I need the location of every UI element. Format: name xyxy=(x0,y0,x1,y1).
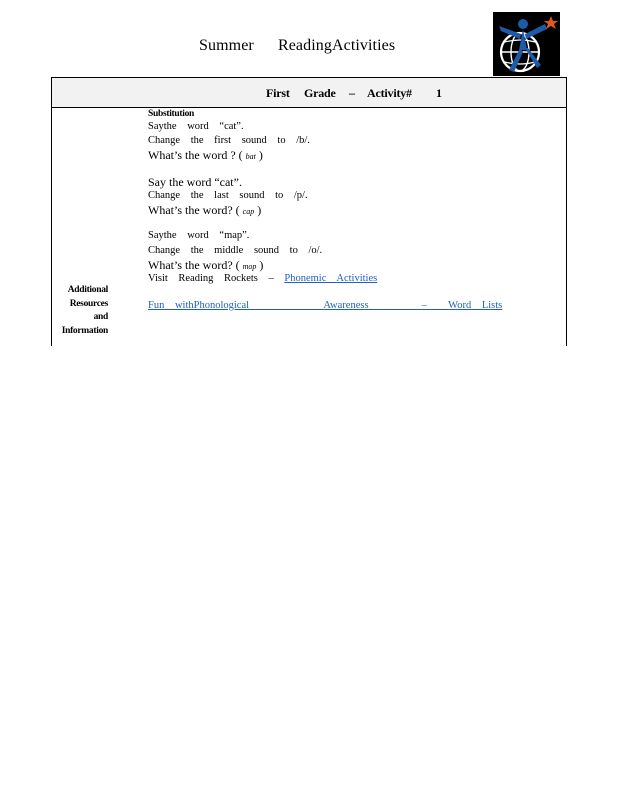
header-dash: – xyxy=(349,86,355,100)
question-close: ) xyxy=(258,148,263,162)
answer-text: mop xyxy=(242,262,257,271)
side-label-line: Resources xyxy=(69,298,108,309)
table-header-row xyxy=(52,78,566,108)
answer-text: cap xyxy=(242,207,255,216)
title-word-summer: Summer xyxy=(199,37,254,54)
question-text: What’s the word? ( xyxy=(148,203,240,217)
side-label-cell xyxy=(52,284,108,338)
header-activity-number: 1 xyxy=(436,86,442,100)
link-text: Fun withPhonological xyxy=(148,300,250,311)
instruction-line: Change the first sound to /b/. xyxy=(148,135,310,146)
visit-text: Visit Reading Rockets – xyxy=(148,273,274,284)
question-close: ) xyxy=(259,258,264,272)
instruction-line: Say the word “cat”. xyxy=(148,175,242,189)
instruction-line: Change the middle sound to /o/. xyxy=(148,245,323,256)
question-line xyxy=(148,258,263,273)
instruction-line: Saythe word “cat”. xyxy=(148,121,244,132)
logo-graphic xyxy=(493,12,560,76)
link-text: Awareness xyxy=(323,300,369,311)
link-text: Word Lists xyxy=(448,300,503,311)
visit-line xyxy=(148,273,377,284)
phonemic-activities-link[interactable]: Phonemic Activities xyxy=(284,273,378,284)
header-grade-word: Grade xyxy=(304,86,336,100)
section-heading: Substitution xyxy=(148,109,195,119)
instruction-line: Change the last sound to /p/. xyxy=(148,190,308,201)
link-text: – xyxy=(421,300,427,311)
question-text: What’s the word ? ( xyxy=(148,148,243,162)
question-line xyxy=(148,148,263,163)
side-label-line: Information xyxy=(61,325,108,336)
phonological-awareness-word-lists-link[interactable] xyxy=(148,300,502,311)
word-lists-line xyxy=(148,300,502,311)
side-label-line: Additional xyxy=(67,285,108,295)
page-title xyxy=(199,37,395,55)
answer-text: bat xyxy=(245,152,256,161)
instruction-line: Saythe word “map”. xyxy=(148,230,250,241)
activity-table xyxy=(51,77,567,346)
side-label-line: and xyxy=(93,312,108,322)
figure-with-globe-and-star-logo xyxy=(493,12,560,76)
title-word-reading-activities: ReadingActivities xyxy=(277,37,396,54)
header-activity-label: Activity# xyxy=(367,86,412,100)
question-line xyxy=(148,203,261,218)
question-close: ) xyxy=(257,203,262,217)
header-grade-first: First xyxy=(266,86,290,100)
question-text: What’s the word? ( xyxy=(148,258,240,272)
